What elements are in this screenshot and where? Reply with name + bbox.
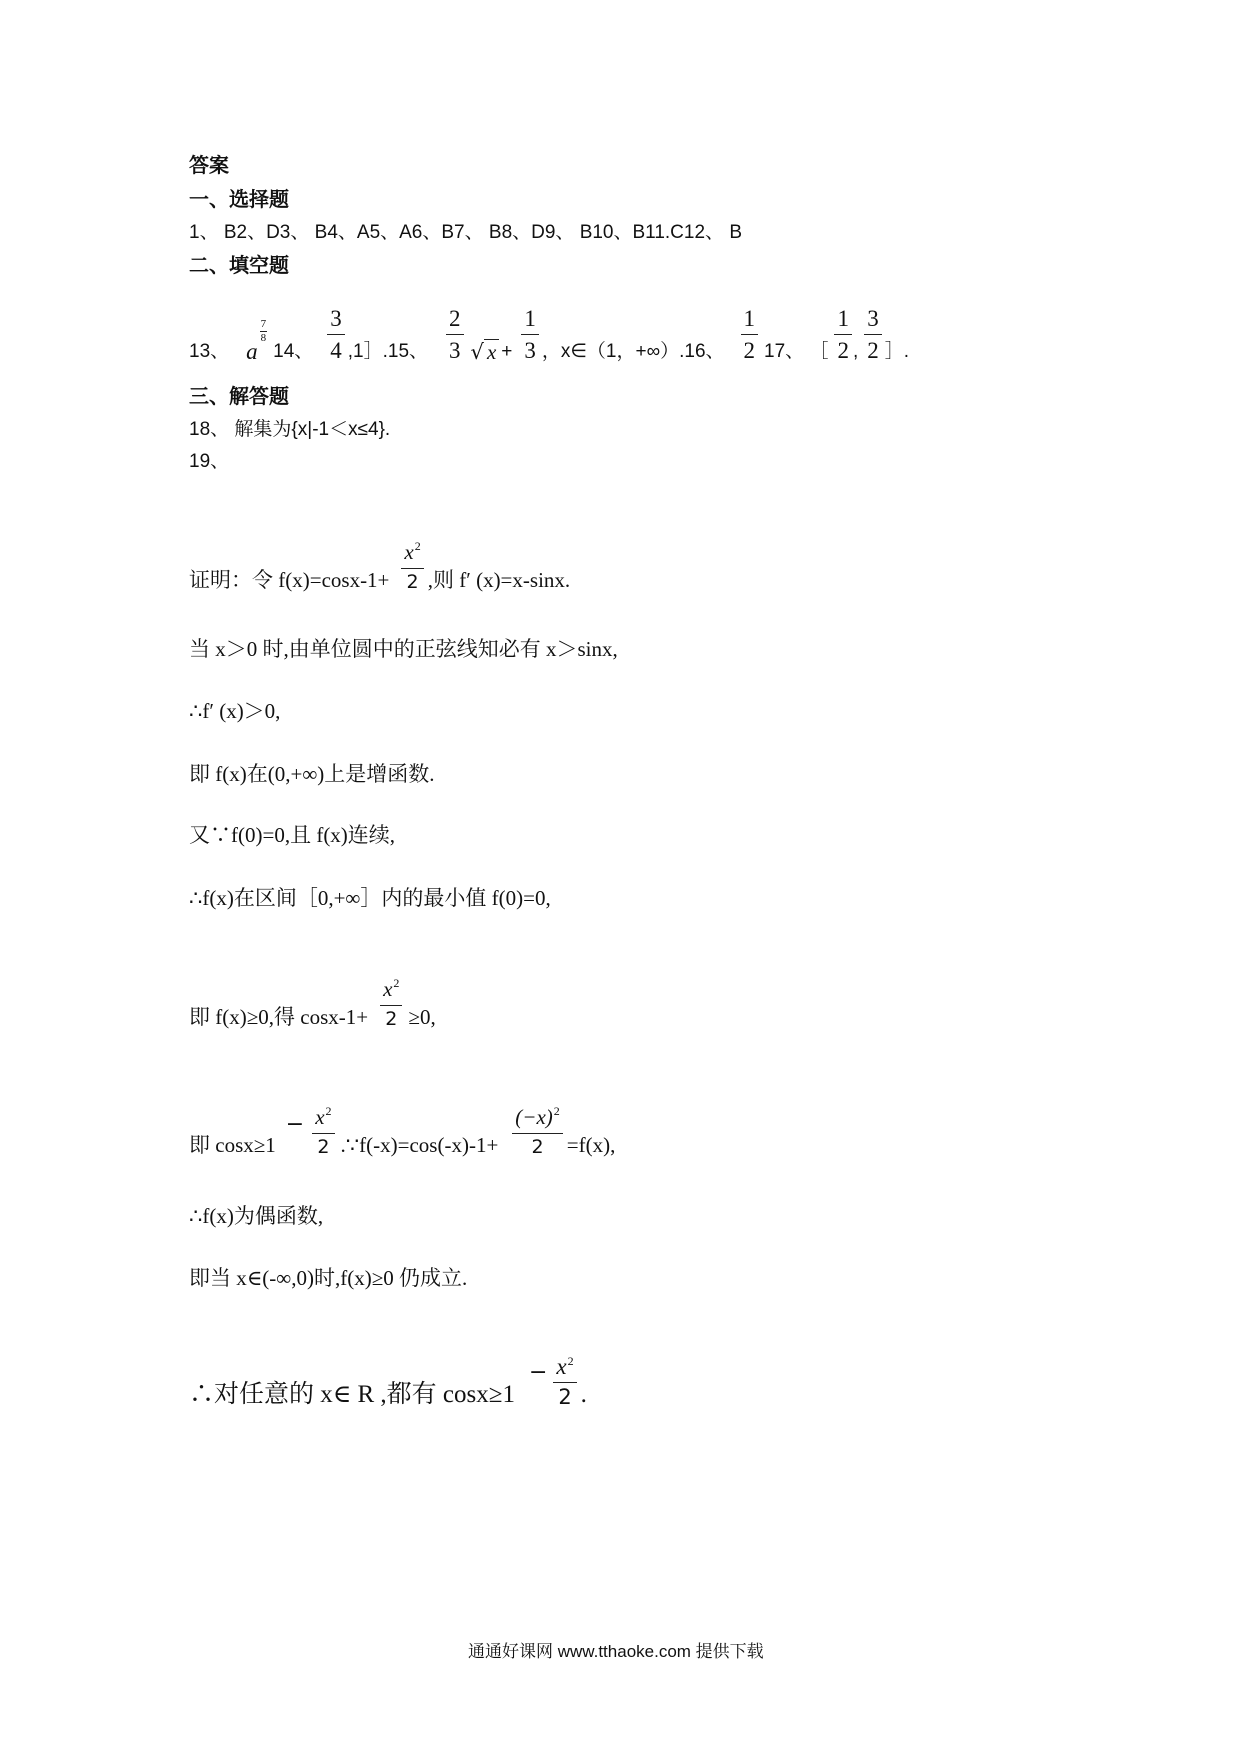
fraction xyxy=(512,1106,562,1158)
numerator-exponent: 2 xyxy=(553,1104,560,1119)
fraction-numerator: 1 xyxy=(741,306,759,336)
proof-line-2: 当 x＞0 时,由单位圆中的正弦线知必有 x＞sinx, xyxy=(189,636,618,661)
fraction-denominator: 3 xyxy=(524,338,536,364)
proof-text: ∴对任意的 x∈ R ,都有 cosx≥1 xyxy=(189,1381,515,1408)
q16-tail-text: 17、 ［ xyxy=(764,341,829,363)
numerator-exponent: 2 xyxy=(393,976,400,991)
numerator-base: x xyxy=(556,1353,567,1379)
q17-tail-text: ］. xyxy=(884,341,910,363)
proof-text: 即 cosx≥1 xyxy=(189,1132,276,1157)
fraction xyxy=(741,306,759,365)
section-heading-fill: 二、填空题 xyxy=(189,255,289,277)
radicand: x xyxy=(484,339,499,364)
radical-sign: √ xyxy=(470,339,484,364)
fraction-numerator xyxy=(380,978,402,1006)
fraction-denominator: 3 xyxy=(449,338,461,364)
fraction-denominator: 2 xyxy=(558,1385,572,1410)
minus-sign: − xyxy=(528,1359,548,1385)
proof-line-10: 即当 x∈(-∞,0)时,f(x)≥0 仍成立. xyxy=(189,1265,468,1290)
footer-credit: 通通好课网 www.tthaoke.com 提供下载 xyxy=(468,1641,764,1661)
choice-answers-line: 1、 B2、D3、 B4、A5、A6、B7、 B8、D9、 B10、B11.C12、 B xyxy=(189,222,742,244)
numerator-base: (−x) xyxy=(515,1105,553,1130)
fraction-numerator: 2 xyxy=(446,306,464,336)
fraction-denominator: 2 xyxy=(317,1135,330,1158)
fill-answers-line xyxy=(189,306,909,365)
section-heading-solve: 三、解答题 xyxy=(189,386,289,408)
fraction-numerator xyxy=(553,1354,576,1384)
proof-line-1 xyxy=(189,541,570,593)
fraction-numerator xyxy=(512,1106,562,1134)
numerator-base: x xyxy=(315,1105,325,1130)
proof-line-5: 又∵f(0)=0,且 f(x)连续, xyxy=(189,822,396,847)
fraction xyxy=(864,306,882,365)
proof-text: 即 f(x)≥0,得 cosx-1+ xyxy=(189,1004,369,1029)
fraction-numerator xyxy=(401,541,423,569)
fraction-denominator: 8 xyxy=(260,332,267,345)
fraction-numerator: 7 xyxy=(260,319,268,333)
proof-line-7 xyxy=(189,978,436,1030)
fraction xyxy=(380,978,402,1030)
q19-label: 19、 xyxy=(189,451,230,473)
q14-label: 14、 xyxy=(273,341,314,363)
numerator-base: x xyxy=(404,540,414,565)
proof-text: =f(x), xyxy=(566,1132,616,1157)
exponent-fraction xyxy=(260,319,268,345)
fraction-denominator: 2 xyxy=(867,338,879,364)
fraction-denominator: 2 xyxy=(406,570,419,593)
q17-comma: , xyxy=(852,341,859,363)
fraction xyxy=(553,1354,576,1410)
answer-title: 答案 xyxy=(189,155,229,177)
fraction-denominator: 2 xyxy=(743,338,756,364)
q18-answer-line: 18、 解集为{x|-1＜x≤4}. xyxy=(189,419,391,441)
fraction-numerator: 3 xyxy=(864,306,882,336)
power-base: a xyxy=(246,338,258,364)
proof-line-3: ∴f′ (x)＞0, xyxy=(189,698,281,723)
fraction-denominator: 2 xyxy=(837,338,849,364)
numerator-exponent: 2 xyxy=(567,1353,574,1368)
fraction xyxy=(327,306,345,365)
fraction xyxy=(834,306,852,365)
proof-text: ≥0, xyxy=(408,1004,436,1029)
square-root xyxy=(471,339,500,364)
fraction xyxy=(521,306,539,365)
fraction-denominator: 2 xyxy=(531,1135,544,1158)
fraction xyxy=(401,541,423,593)
fraction xyxy=(312,1106,334,1158)
numerator-exponent: 2 xyxy=(414,539,421,554)
numerator-exponent: 2 xyxy=(325,1104,332,1119)
fraction-numerator xyxy=(312,1106,334,1134)
plus-sign: + xyxy=(501,341,513,363)
fraction-numerator: 3 xyxy=(327,306,345,336)
q13-label: 13、 xyxy=(189,341,230,363)
section-heading-choice: 一、选择题 xyxy=(189,189,289,211)
proof-text: ,则 f′ (x)=x-sinx. xyxy=(427,567,571,592)
proof-line-4: 即 f(x)在(0,+∞)上是增函数. xyxy=(189,761,435,786)
minus-sign: − xyxy=(285,1111,305,1137)
proof-text: .∵f(-x)=cos(-x)-1+ xyxy=(340,1132,499,1157)
numerator-base: x xyxy=(383,977,393,1002)
fraction-denominator: 4 xyxy=(330,338,342,364)
proof-text: 证明：令 f(x)=cosx-1+ xyxy=(189,567,390,592)
proof-text: . xyxy=(580,1381,587,1408)
fraction-numerator: 1 xyxy=(521,306,539,336)
proof-line-8 xyxy=(189,1106,615,1158)
fraction-numerator: 1 xyxy=(834,306,852,336)
q14-tail-text: ,1］.15、 xyxy=(347,341,429,363)
fraction-denominator: 2 xyxy=(385,1007,398,1030)
proof-line-6: ∴f(x)在区间［0,+∞］内的最小值 f(0)=0, xyxy=(189,885,551,910)
proof-conclusion xyxy=(189,1354,587,1410)
proof-line-9: ∴f(x)为偶函数, xyxy=(189,1203,324,1228)
q15-tail-text: ，x∈（1，+∞）.16、 xyxy=(541,341,725,363)
fraction xyxy=(446,306,464,365)
power-expression xyxy=(246,319,267,364)
